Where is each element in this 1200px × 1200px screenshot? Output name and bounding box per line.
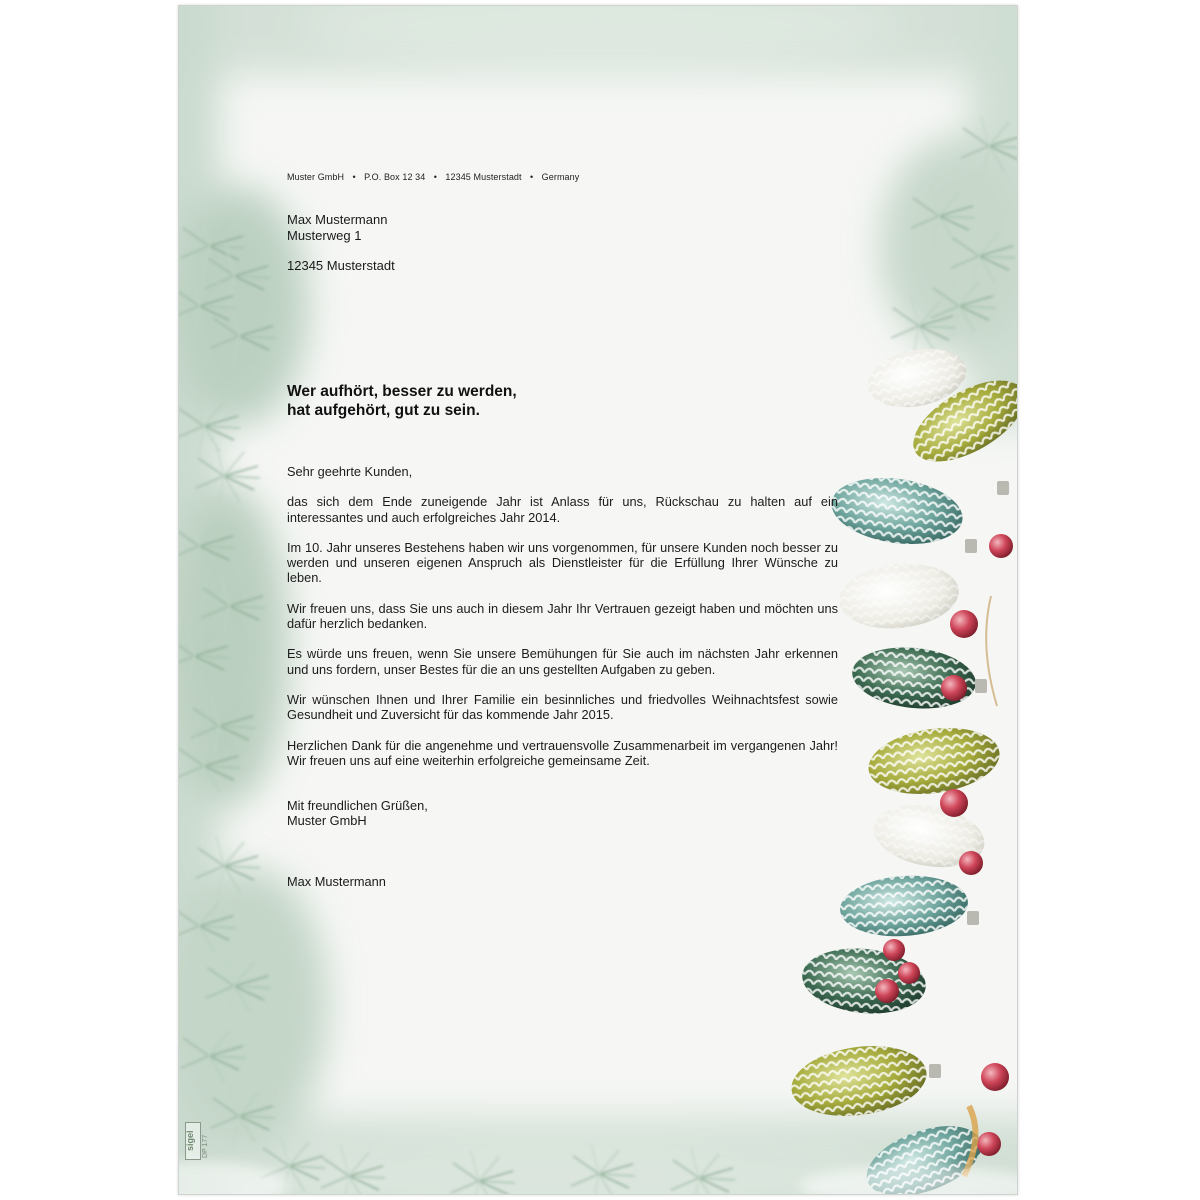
sender-company: Muster GmbH (287, 172, 345, 182)
product-code: DP 177 (202, 1134, 209, 1158)
sender-country: Germany (541, 172, 580, 182)
sigel-logo: sigel (185, 1130, 195, 1152)
recipient-street: Musterweg 1 (287, 228, 362, 243)
recipient-name: Max Mustermann (287, 212, 388, 227)
signature-name: Max Mustermann (287, 874, 386, 889)
body-paragraph: Wir freuen uns, dass Sie uns auch in diesem Jahr Ihr Vertrauen gezeigt haben und möchten uns dafür herzlich bedanken. (287, 600, 838, 632)
motto-line-2: hat aufgehört, gut zu sein. (287, 402, 480, 419)
recipient-city: 12345 Musterstadt (287, 258, 395, 273)
sender-po-box: P.O. Box 12 34 (364, 172, 426, 182)
closing-company: Muster GmbH (287, 813, 367, 829)
motto-heading (287, 382, 517, 420)
body-paragraph: Herzlichen Dank für die angenehme und vertrauensvolle Zusammenarbeit im vergangenen Jahr! Wir freuen uns auf eine weiterhin erfolgreiche gemeinsame Zeit. (287, 737, 838, 768)
letter-body (287, 464, 838, 783)
separator-dot: • (530, 172, 534, 182)
salutation: Sehr geehrte Kunden, (287, 464, 413, 479)
brand-mark (185, 1102, 215, 1158)
motto-line-1: Wer aufhört, besser zu werden, (287, 383, 517, 400)
recipient-address (287, 212, 395, 274)
sender-address-line (287, 172, 847, 182)
body-paragraph: Es würde uns freuen, wenn Sie unsere Bemühungen für Sie auch im nächsten Jahr erkennen und uns fordern, unser Bestes für die an uns gestellten Aufgaben zu geben. (287, 646, 838, 677)
closing-greeting: Mit freundlichen Grüßen, (287, 798, 428, 813)
body-paragraph: Wir wünschen Ihnen und Ihrer Familie ein besinnliches und friedvolles Weihnachtsfest sowie Gesundheit und Zuversicht für das kommende Jahr 2015. (287, 691, 838, 723)
separator-dot: • (352, 172, 356, 182)
body-paragraph: Im 10. Jahr unseres Bestehens haben wir uns vorgenommen, für unsere Kunden noch besser zu werden und unseren eigenen Anspruch als Dienstleister für die Erfüllung Ihrer Wünsche zu leben. (287, 539, 838, 586)
body-paragraph: das sich dem Ende zuneigende Jahr ist Anlass für uns, Rückschau zu halten auf ein interessantes und auch erfolgreiches Jahr 2014. (287, 494, 838, 525)
closing-block (287, 798, 428, 829)
separator-dot: • (433, 172, 438, 182)
sender-city: 12345 Musterstadt (445, 172, 522, 182)
letter-sheet (178, 5, 1018, 1195)
